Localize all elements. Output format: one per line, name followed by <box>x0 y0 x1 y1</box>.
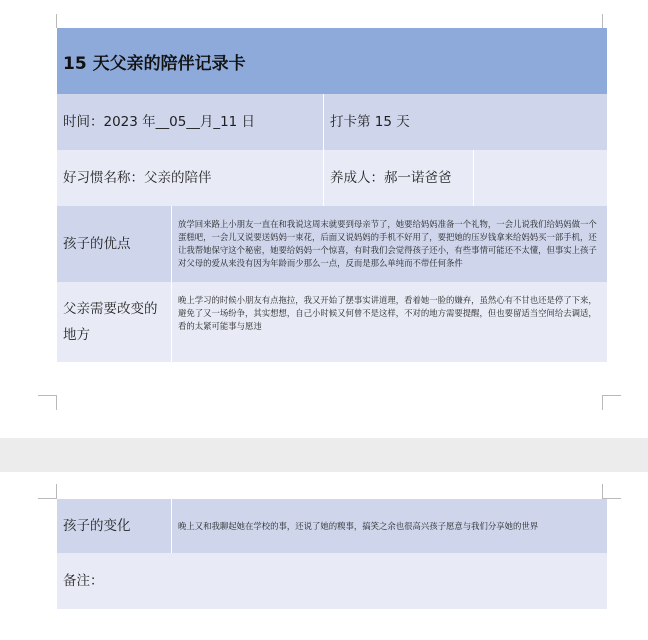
date-field: 时间：2023 年__05__月_11 日 <box>63 114 256 130</box>
notes-label: 备注： <box>63 573 104 589</box>
crop-mark-top-right <box>602 14 604 28</box>
card-title: 15 天父亲的陪伴记录卡 <box>63 53 246 74</box>
title-row <box>57 28 607 94</box>
child-change-label: 孩子的变化 <box>63 518 131 534</box>
page-gap <box>0 438 648 472</box>
cultivator: 养成人：郝一诺爸爸 <box>330 170 452 186</box>
child-change-row <box>57 499 607 553</box>
crop-mark-top-left <box>56 14 58 28</box>
crop-mark-top-left <box>38 484 57 499</box>
record-card-table <box>57 28 607 362</box>
crop-mark-bottom-right <box>602 395 621 410</box>
father-change-text: 晚上学习的时候小朋友有点拖拉，我又开始了摆事实讲道理，看着她一脸的嫌弃，虽然心有不甘也还是停了下来，避免了又一场纷争，其实想想，自己小时候又何曾不是这样，不对的地方需要提醒，但也要留适当空间给去调适，看的太紧可能事与愿违 <box>178 295 597 331</box>
record-card-table-continued <box>57 499 607 609</box>
checkin-day: 打卡第 15 天 <box>330 114 410 130</box>
habit-row <box>57 150 607 206</box>
divider <box>473 150 474 206</box>
crop-mark-bottom-left <box>38 395 57 410</box>
child-strengths-label: 孩子的优点 <box>63 236 131 252</box>
father-change-row <box>57 282 607 362</box>
child-strengths-text: 放学回来路上小朋友一直在和我说这周末就要到母亲节了，她要给妈妈准备一个礼物，一会儿说我们给妈妈做一个蛋糕吧，一会儿又说要送妈妈一束花，后面又说妈妈的手机不好用了，要把她的压岁钱拿来给妈妈买一部手机，还让我帮她保守这个秘密，她要给妈妈一个惊喜，有时我们会觉得孩子还小，有些事情可能还不太懂，但事实上孩子对父母的爱从来没有因为年龄而少那么一点，反而是那么单纯而不带任何条件 <box>178 219 597 268</box>
time-row <box>57 94 607 150</box>
notes-row <box>57 553 607 609</box>
child-change-text: 晚上又和我聊起她在学校的事，还说了她的糗事，搞笑之余也很高兴孩子愿意与我们分享她的世界 <box>178 520 539 531</box>
page-2 <box>0 472 648 640</box>
habit-name: 好习惯名称：父亲的陪伴 <box>63 170 212 186</box>
crop-mark-top-right <box>602 484 621 499</box>
child-strengths-row <box>57 206 607 282</box>
father-change-label: 父亲需要改变的地方 <box>63 301 158 343</box>
